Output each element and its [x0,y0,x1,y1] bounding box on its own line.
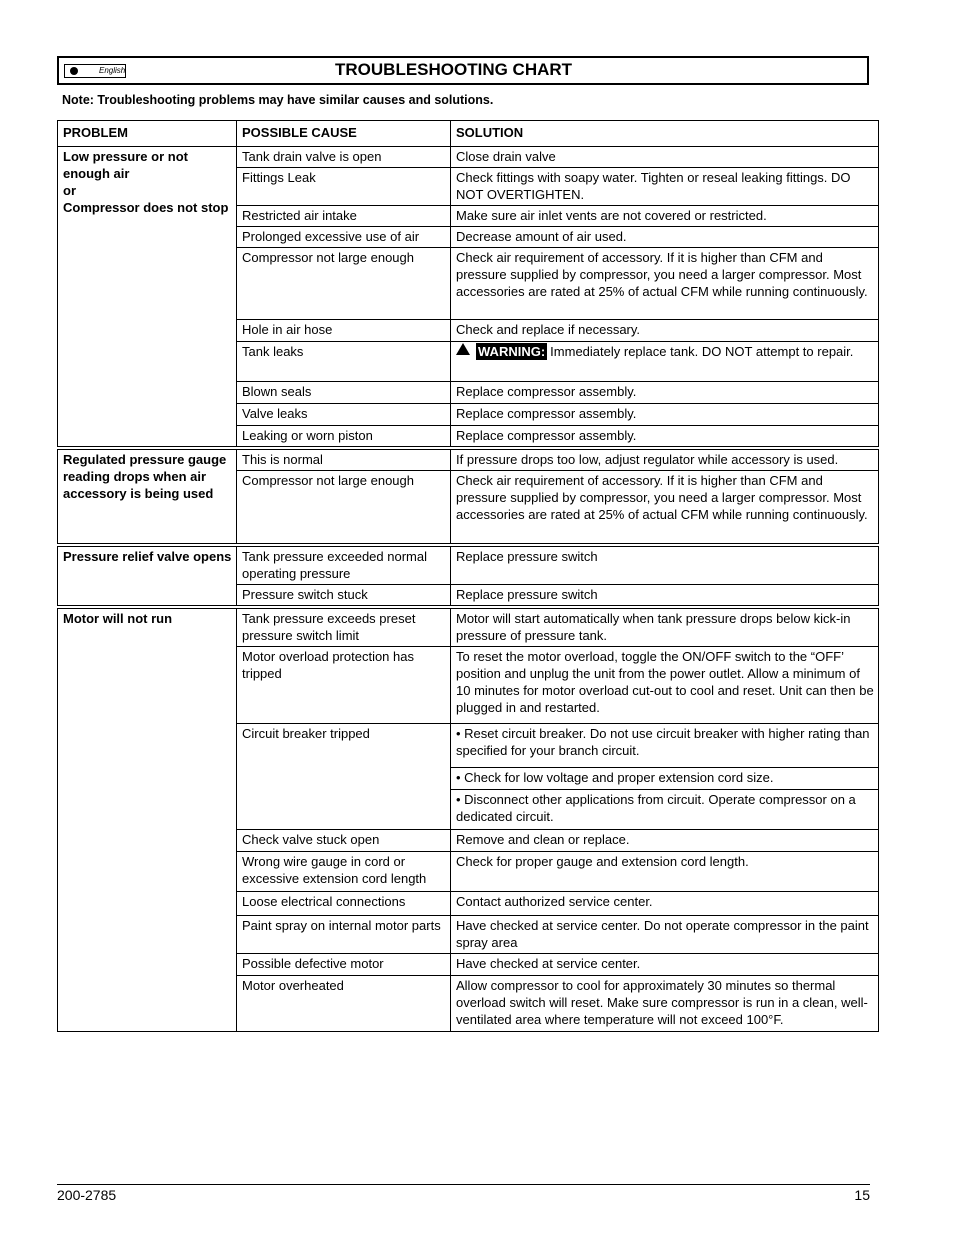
solution-cell: Allow compressor to cool for approximately 30 minutes so thermal overload switch will reset. Make sure compressor is run in a clean, well-ventilated area where temperature will not exceed 100°F. [451,975,879,1031]
page-title: TROUBLESHOOTING CHART [335,60,573,79]
cause-cell: This is normal [237,448,451,471]
cause-cell: Check valve stuck open [237,829,451,851]
footer-divider [57,1184,870,1185]
table-row [58,545,879,585]
solution-cell: Replace pressure switch [451,545,879,585]
cause-cell: Wrong wire gauge in cord or excessive extension cord length [237,851,451,891]
language-tab [64,64,126,78]
solution-cell: Have checked at service center. [451,953,879,975]
table-row [58,607,879,647]
solution-cell: Check air requirement of accessory. If it is higher than CFM and pressure supplied by compressor, you need a larger compressor. Most accessories are rated at 25% of actual CFM while running continuously. [451,248,879,320]
solution-cell: Replace compressor assembly. [451,382,879,404]
solution-cell: Replace compressor assembly. [451,404,879,426]
note-text: Note: Troubleshooting problems may have similar causes and solutions. [62,93,494,107]
cause-cell: Pressure switch stuck [237,584,451,607]
solution-cell: Motor will start automatically when tank pressure drops below kick-in pressure of pressure tank. [451,607,879,647]
problem-cell: Motor will not run [58,607,237,1032]
problem-cell: Low pressure or not enough air or Compressor does not stop [58,147,237,449]
cause-cell: Possible defective motor [237,953,451,975]
solution-cell: Remove and clean or replace. [451,829,879,851]
cause-cell: Restricted air intake [237,206,451,227]
solution-cell: Replace pressure switch [451,584,879,607]
cause-cell: Hole in air hose [237,320,451,342]
solution-cell: To reset the motor overload, toggle the ON/OFF switch to the “OFF’ position and unplug the unit from the power outlet. Allow a minimum of 10 minutes for motor overload cut-out to cool and reset. Unit can then be plugged in and restarted. [451,646,879,723]
cause-cell: Paint spray on internal motor parts [237,915,451,953]
cause-cell: Circuit breaker tripped [237,723,451,829]
solution-cell: If pressure drops too low, adjust regulator while accessory is used. [451,448,879,471]
solution-cell: • Disconnect other applications from circuit. Operate compressor on a dedicated circuit. [451,789,879,829]
header-problem: PROBLEM [58,121,237,147]
solution-cell: Close drain valve [451,147,879,168]
solution-cell: • Check for low voltage and proper extension cord size. [451,767,879,789]
language-marker-icon [70,67,78,75]
problem-cell: Pressure relief valve opens [58,545,237,607]
troubleshooting-table [57,120,879,1032]
cause-cell: Tank pressure exceeded normal operating pressure [237,545,451,585]
cause-cell: Fittings Leak [237,168,451,206]
doc-number: 200-2785 [57,1187,117,1203]
table-row [58,147,879,168]
header-solution: SOLUTION [451,121,879,147]
page-number: 15 [854,1187,870,1203]
page-header [57,56,869,85]
cause-cell: Compressor not large enough [237,248,451,320]
cause-cell: Tank pressure exceeds preset pressure switch limit [237,607,451,647]
solution-cell: • Reset circuit breaker. Do not use circuit breaker with higher rating than specified for your branch circuit. [451,723,879,767]
cause-cell: Blown seals [237,382,451,404]
solution-cell: Check and replace if necessary. [451,320,879,342]
table-body [58,147,879,1032]
cause-cell: Motor overheated [237,975,451,1031]
warning-label: WARNING: [478,344,546,359]
cause-cell: Compressor not large enough [237,471,451,545]
solution-cell: Check for proper gauge and extension cord length. [451,851,879,891]
table-header-row [58,121,879,147]
warning-triangle-icon [456,343,470,355]
problem-cell: Regulated pressure gauge reading drops when air accessory is being used [58,448,237,545]
table-row [58,448,879,471]
cause-cell: Tank leaks [237,342,451,382]
cause-cell: Valve leaks [237,404,451,426]
solution-cell: Decrease amount of air used. [451,227,879,248]
solution-cell: Have checked at service center. Do not operate compressor in the paint spray area [451,915,879,953]
warning-text: Immediately replace tank. DO NOT attempt to repair. [550,344,854,359]
solution-cell [451,342,879,382]
cause-cell: Prolonged excessive use of air [237,227,451,248]
cause-cell: Leaking or worn piston [237,426,451,449]
solution-cell: Replace compressor assembly. [451,426,879,449]
cause-cell: Motor overload protection has tripped [237,646,451,723]
cause-cell: Loose electrical connections [237,891,451,915]
cause-cell: Tank drain valve is open [237,147,451,168]
language-label: English [99,66,126,75]
solution-cell: Contact authorized service center. [451,891,879,915]
solution-cell: Make sure air inlet vents are not covered or restricted. [451,206,879,227]
solution-cell: Check air requirement of accessory. If it is higher than CFM and pressure supplied by compressor, you need a larger compressor. Most accessories are rated at 25% of actual CFM while running continuously. [451,471,879,545]
header-cause: POSSIBLE CAUSE [237,121,451,147]
solution-cell: Check fittings with soapy water. Tighten or reseal leaking fittings. DO NOT OVERTIGHTEN. [451,168,879,206]
